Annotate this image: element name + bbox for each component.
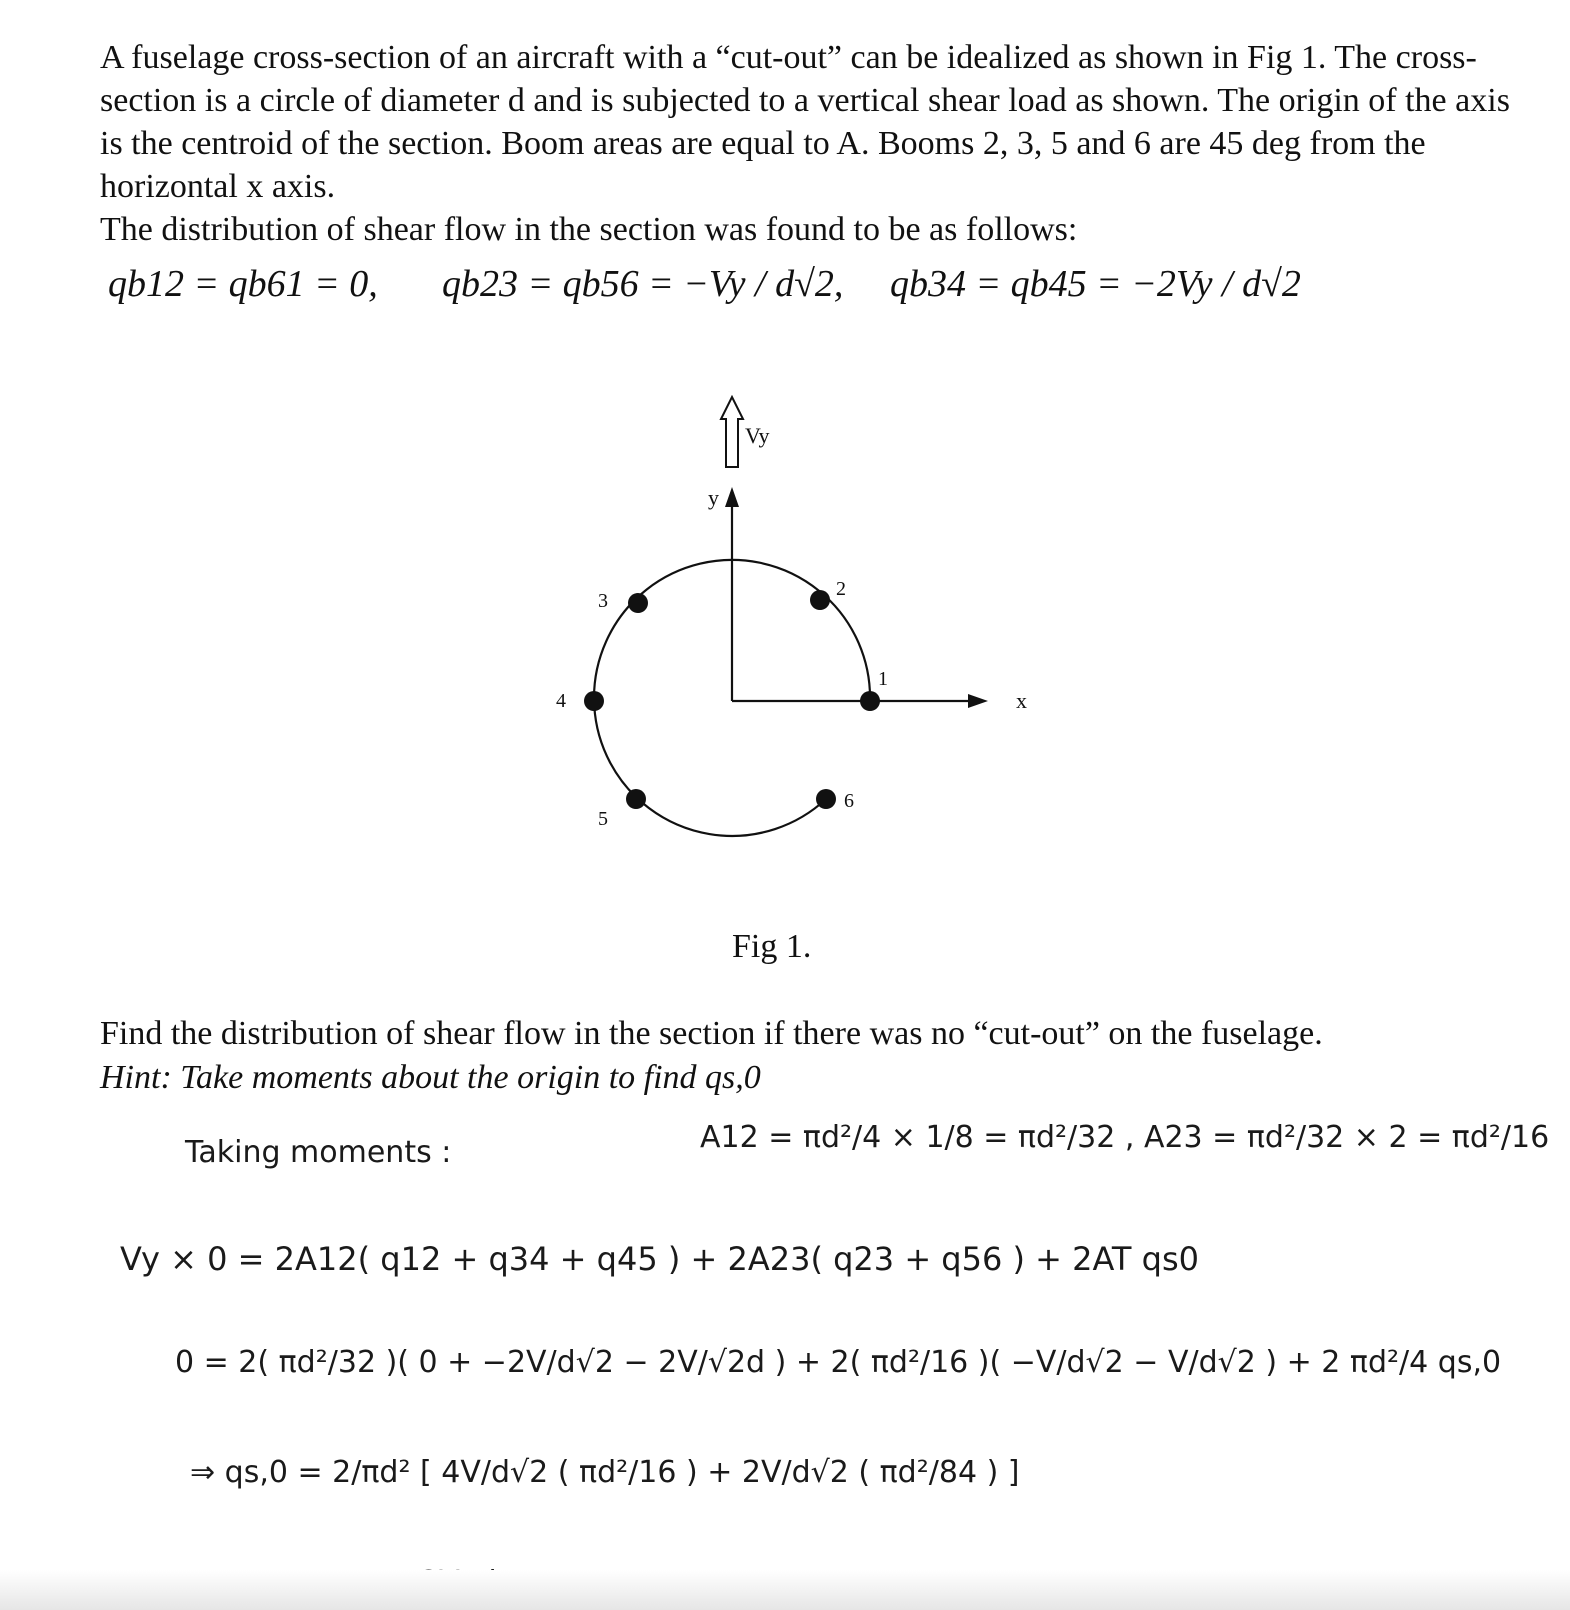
boom-label-5: 5 [598,808,608,830]
bottom-fade [0,1570,1570,1610]
fuselage-figure [540,395,1060,875]
load-label: Vy [745,423,770,448]
boom-label-4: 4 [556,690,566,712]
handwritten-line-1: Taking moments : [185,1135,452,1170]
boom-3 [628,593,648,613]
boom-1 [860,691,880,711]
y-axis-arrowhead [725,487,739,507]
problem-paragraph: A fuselage cross-section of an aircraft with a “cut-out” can be idealized as shown in Fig 1. The cross-section is a circle of diameter d and is subjected to a vertical shear load as shown. The origin of the axis is the centroid of the section. Boom areas are equal to A. Booms 2, 3, 5 and 6 are 45 deg from the horizontal x axis. [100,39,1510,205]
boom-label-2: 2 [836,578,846,600]
handwritten-moment-equation: Vy × 0 = 2A12( q12 + q34 + q45 ) + 2A23( q23 + q56 ) + 2AT qs0 [120,1240,1199,1278]
handwritten-substitution: 0 = 2( πd²/32 )( 0 + −2V/d√2 − 2V/√2d ) + 2( πd²/16 )( −V/d√2 − V/d√2 ) + 2 πd²/4 qs,0 [175,1345,1502,1380]
handwritten-area-definitions: A12 = πd²/4 × 1/8 = πd²/32 , A23 = πd²/32 × 2 = πd²/16 [700,1120,1550,1155]
boom-2 [810,590,830,610]
question-block [100,1012,1540,1100]
boom-4 [584,691,604,711]
boom-5 [626,789,646,809]
problem-statement [100,36,1520,251]
hint-text: Hint: Take moments about the origin to find qs,0 [100,1059,761,1096]
boom-label-1: 1 [878,668,888,690]
question-text: Find the distribution of shear flow in the section if there was no “cut-out” on the fuselage. [100,1015,1323,1052]
handwritten-qs0-solution: ⇒ qs,0 = 2/πd² [ 4V/d√2 ( πd²/16 ) + 2V/d√2 ( πd²/84 ) ] [190,1455,1020,1490]
x-axis-arrowhead [968,694,988,708]
y-axis-label: y [708,485,719,510]
boom-label-6: 6 [844,790,854,812]
equation-q23-q56: qb23 = qb56 = −Vy / d√2, [442,263,844,305]
x-axis-label: x [1016,688,1027,713]
figure-caption: Fig 1. [732,928,812,965]
boom-label-3: 3 [598,590,608,612]
given-shear-flows [100,262,1400,312]
equation-q12-q61: qb12 = qb61 = 0, [108,263,378,305]
boom-6 [816,789,836,809]
shear-load-arrow [721,397,743,467]
shear-flow-intro: The distribution of shear flow in the section was found to be as follows: [100,211,1078,248]
equation-q34-q45: qb34 = qb45 = −2Vy / d√2 [890,263,1301,305]
